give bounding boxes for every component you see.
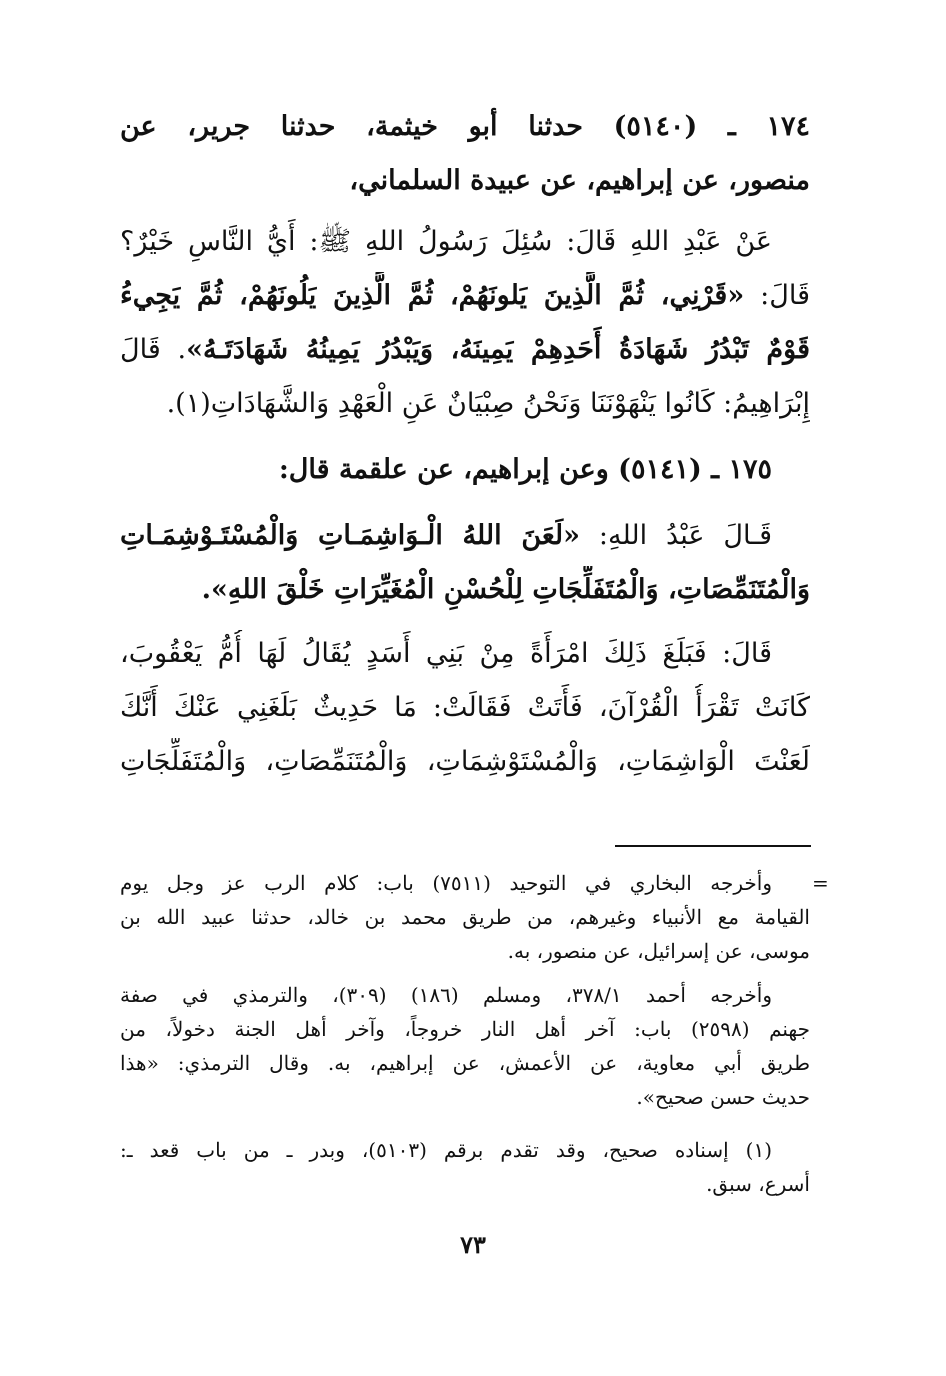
hadith-174-heading-line-1: ١٧٤ ـ (٥١٤٠) حدثنا أبو خيثمة، حدثنا جرير، عن [120,111,810,142]
hadith-174-text-line-2 [120,272,810,320]
footnote-separator [615,845,811,847]
hadith-175-text-line-1 [120,512,810,560]
hadith-174-heading-line-2: منصور، عن إبراهيم، عن عبيدة السلماني، [349,165,810,196]
footnote-b-line-2: جهنم (٢٥٩٨) باب: آخر أهل النار خروجاً، وآخر أهل الجنة دخولاً، من [120,1017,810,1041]
said-label: . قَالَ [120,334,187,365]
prophet-quote: «قَرْنِي، ثُمَّ الَّذِينَ يَلونَهُمْ، ثُمَّ الَّذِينَ يَلُونَهُمْ، ثُمَّ يَجِيءُ [120,280,745,311]
footnote-a-line-1: وأخرجه البخاري في التوحيد (٧٥١١) باب: كلام الرب عز وجل يوم [120,871,773,895]
prophet-quote-cont: قَوْمٌ تَبْدُرُ شَهَادَةُ أَحَدِهِمْ يَمِينَهُ، وَيَبْدُرُ يَمِينُهُ شَهَادَتَـهُ» [186,334,810,365]
footnote-a-line-3: موسى، عن إسرائيل، عن منصور، به. [507,939,810,963]
footnote-1-line-1: (١) إسناده صحيح، وقد تقدم برقم (٥١٠٣)، وبدر ـ من باب قعد ـ: [120,1138,772,1162]
continuation-mark: = [812,871,829,895]
footnote-b-line-1: وأخرجه أحمد ٣٧٨/١، ومسلم (١٨٦) (٣٠٩)، والترمذي في صفة [120,983,772,1007]
said-label: قَـالَ عَبْدُ اللهِ: [580,520,773,551]
footnote-b-line-4: حديث حسن صحيح». [636,1085,810,1109]
prophet-quote: «لَعَنَ اللهُ الْـوَاشِمَـاتِ وَالْمُسْتَـوْشِمَـاتِ [120,520,581,551]
hadith-175-heading: ١٧٥ ـ (٥١٤١) وعن إبراهيم، عن علقمة قال: [278,454,772,485]
hadith-174-text-line-4: إِبْرَاهِيمُ: كَانُوا يَنْهَوْنَنَا وَنَحْنُ صِبْيَانٌ عَنِ الْعَهْدِ وَالشَّهَادَاتِ(١). [166,388,810,419]
hadith-174-text-line-1: عَنْ عَبْدِ اللهِ قَالَ: سُئِلَ رَسُولُ اللهِ ﷺ: أَيُّ النَّاسِ خَيْرٌ؟ [120,226,772,257]
page-number: ٧٣ [460,1230,486,1259]
said-label: قَالَ: [744,280,810,311]
hadith-175-text-line-5: لَعَنْتَ الْوَاشِمَاتِ، وَالْمُسْتَوْشِمَاتِ، وَالْمُتَنَمِّصَاتِ، وَالْمُتَفَلِّجَاتِ [120,746,810,777]
footnote-b-line-3: طريق أبي معاوية، عن الأعمش، عن إبراهيم، به. وقال الترمذي: «هذا [120,1051,810,1075]
hadith-175-text-line-4: كَانَتْ تَقْرَأُ الْقُرْآنَ، فَأَتَتْ فَقَالَتْ: مَا حَدِيثٌ بَلَغَنِي عَنْكَ أَنَّكَ [120,692,810,723]
footnote-a-line-2: القيامة مع الأنبياء وغيرهم، من طريق محمد بن خالد، حدثنا عبيد الله بن [120,905,810,929]
footnote-1-line-2: أسرع، سبق. [706,1172,810,1196]
hadith-175-text-line-2: وَالْمُتَنَمِّصَاتِ، وَالْمُتَفَلِّجَاتِ لِلْحُسْنِ الْمُغَيِّرَاتِ خَلْقَ اللهِ». [201,574,810,605]
hadith-174-text-line-3 [120,326,810,374]
hadith-175-text-line-3: قَالَ: فَبَلَغَ ذَلِكَ امْرَأَةً مِنْ بَنِي أَسَدٍ يُقَالُ لَهَا أُمُّ يَعْقُوبَ، [120,638,772,669]
